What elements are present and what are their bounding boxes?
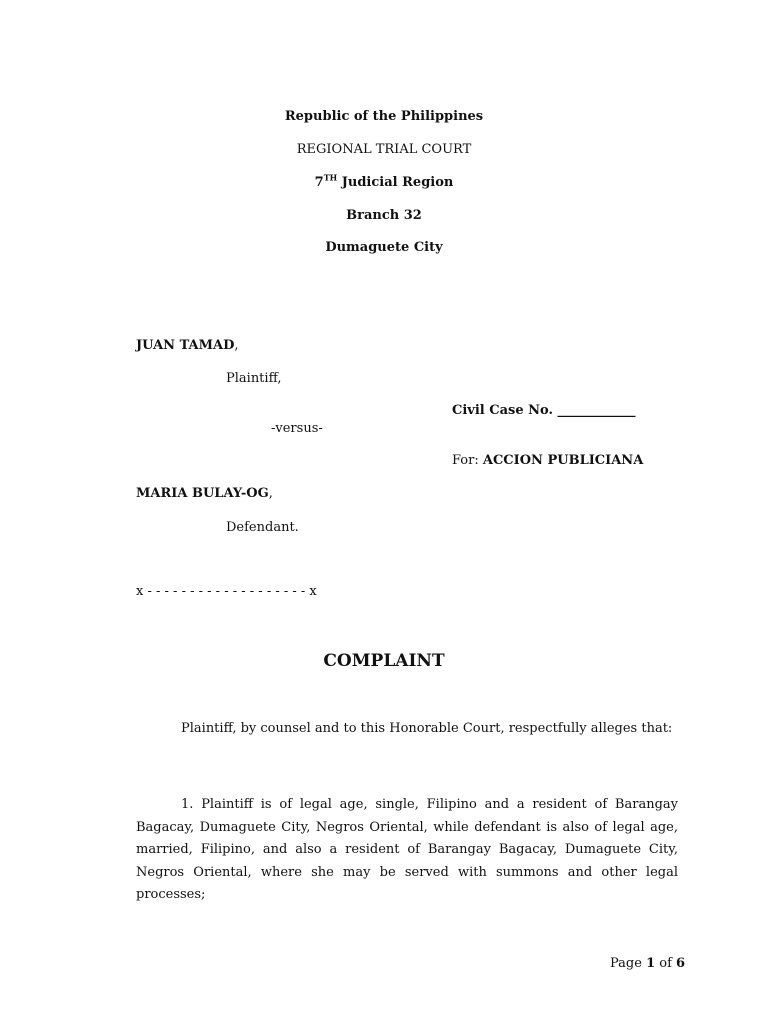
defendant-comma: , bbox=[268, 486, 273, 501]
of-word: of bbox=[655, 956, 677, 971]
plaintiff-name-line bbox=[136, 338, 239, 353]
defendant-name: MARIA BULAY-OG bbox=[136, 486, 269, 501]
plaintiff-name: JUAN TAMAD bbox=[136, 338, 235, 353]
page-word: Page bbox=[610, 956, 647, 971]
page-footer bbox=[610, 956, 685, 971]
defendant-name-line bbox=[136, 486, 273, 501]
region-ordinal: 7 bbox=[314, 175, 324, 190]
caption-separator: x - - - - - - - - - - - - - - - - - - - x bbox=[136, 584, 317, 599]
intro-paragraph: Plaintiff, by counsel and to this Honorable Court, respectfully alleges that: bbox=[181, 721, 673, 736]
header-region bbox=[0, 172, 768, 190]
allegation-paragraph-1 bbox=[136, 794, 678, 907]
header-court: REGIONAL TRIAL COURT bbox=[296, 142, 472, 157]
allegation-paragraph-1-text: 1. Plaintiff is of legal age, single, Filipino and a resident of Barangay Bagacay, Dumaguete City, Negros Oriental, while defendant is also of legal age, married, Filipino, and also a resident of Barangay Bagacay, Dumaguete City, Negros Oriental, where she may be served with summons and other legal processes; bbox=[136, 797, 678, 902]
current-page-number: 1 bbox=[646, 956, 656, 971]
region-text: Judicial Region bbox=[337, 175, 454, 190]
action-type: ACCION PUBLICIANA bbox=[482, 453, 644, 468]
header-branch: Branch 32 bbox=[346, 208, 422, 223]
defendant-label: Defendant. bbox=[226, 520, 299, 535]
total-pages-number: 6 bbox=[676, 956, 686, 971]
header-republic: Republic of the Philippines bbox=[284, 109, 484, 124]
plaintiff-comma: , bbox=[234, 338, 239, 353]
header-city: Dumaguete City bbox=[325, 240, 443, 255]
versus-label: -versus- bbox=[271, 421, 323, 436]
region-ordinal-suffix: TH bbox=[323, 172, 338, 183]
plaintiff-label: Plaintiff, bbox=[226, 371, 282, 386]
action-line bbox=[452, 453, 643, 468]
document-title: COMPLAINT bbox=[323, 651, 445, 671]
civil-case-number: Civil Case No. ____________ bbox=[452, 403, 636, 418]
action-for-label: For: bbox=[452, 453, 483, 468]
